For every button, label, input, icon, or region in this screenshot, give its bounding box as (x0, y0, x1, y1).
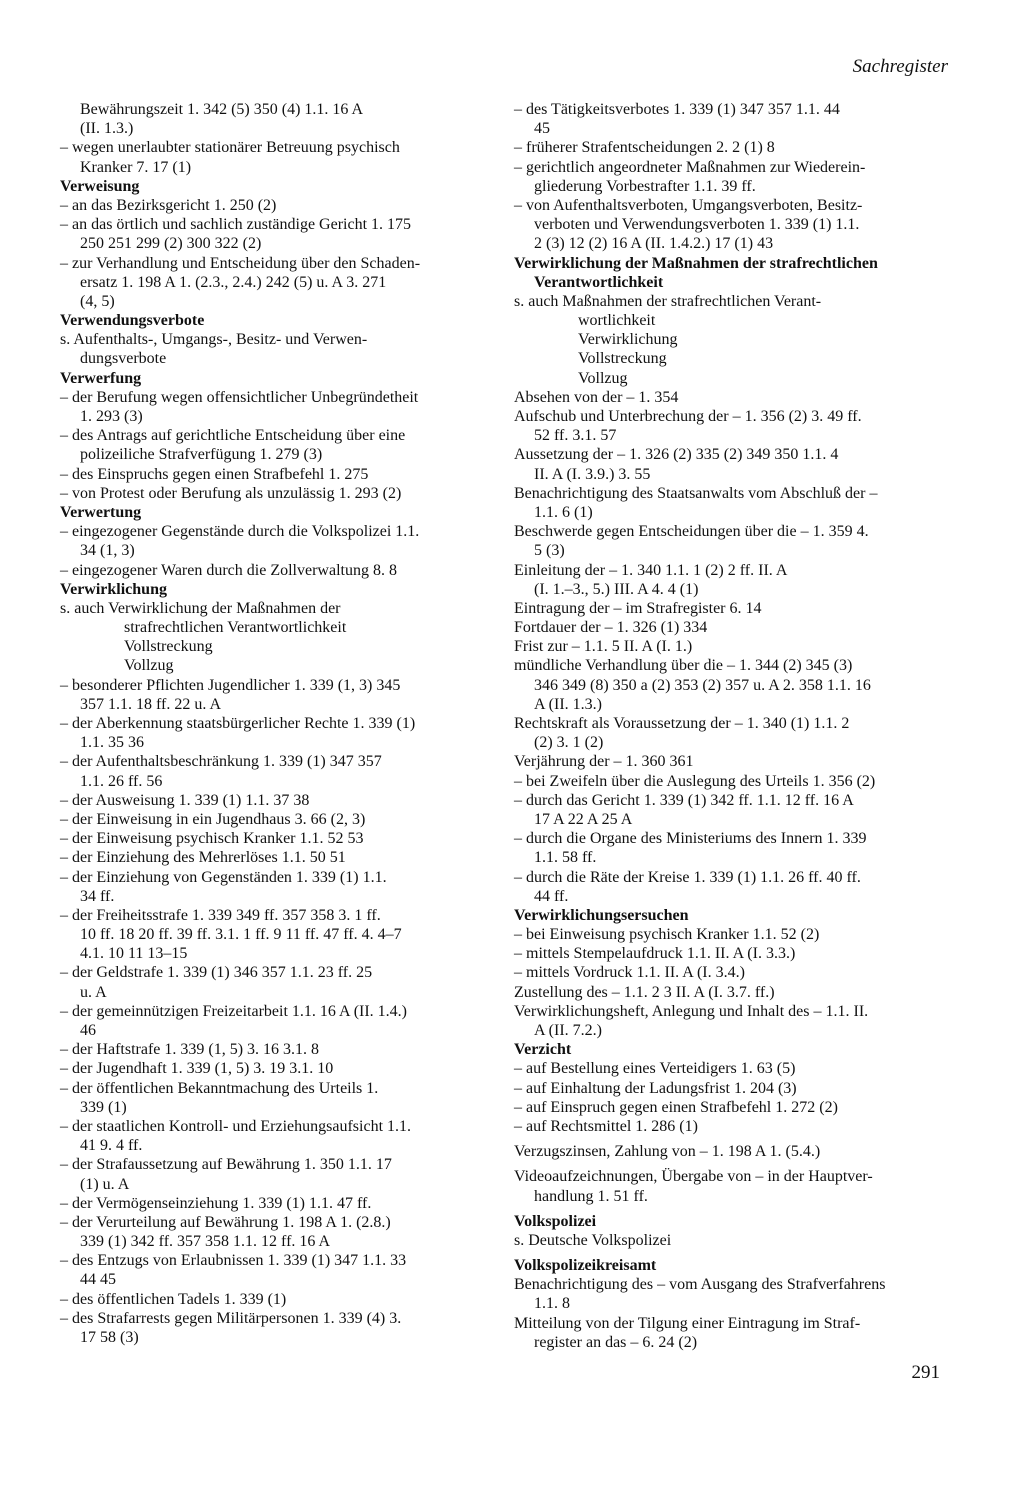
index-heading: Volkspolizei (514, 1212, 597, 1230)
index-line: – mittels Stempelaufdruck 1.1. II. A (I. 3.3.) (514, 945, 796, 963)
index-line: polizeiliche Strafverfügung 1. 279 (3) (80, 446, 323, 464)
index-line: Benachrichtigung des Staatsanwalts vom Abschluß der – (514, 484, 878, 502)
index-line: – des Entzugs von Erlaubnissen 1. 339 (1) 347 1.1. 33 (60, 1252, 407, 1270)
index-line: – der Verurteilung auf Bewährung 1. 198 A 1. (2.8.) (60, 1213, 391, 1231)
index-line: – auf Einspruch gegen einen Strafbefehl 1. 272 (2) (514, 1098, 838, 1116)
index-line: Verjährung der – 1. 360 361 (514, 753, 694, 771)
index-line: – auf Rechtsmittel 1. 286 (1) (514, 1117, 698, 1135)
index-line: A (II. 1.3.) (534, 695, 602, 713)
index-line: 46 (80, 1022, 96, 1039)
index-line: – bei Einweisung psychisch Kranker 1.1. 52 (2) (514, 926, 820, 944)
index-line: – des Antrags auf gerichtliche Entscheidung über eine (60, 427, 406, 445)
index-line: 17 A 22 A 25 A (534, 810, 633, 828)
index-line: – der Haftstrafe 1. 339 (1, 5) 3. 16 3.1. 8 (60, 1041, 320, 1059)
index-line: Videoaufzeichnungen, Übergabe von – in der Hauptver- (514, 1168, 873, 1186)
index-line: 1.1. 8 (534, 1295, 570, 1313)
index-line: – des Einspruchs gegen einen Strafbefehl 1. 275 (60, 465, 369, 483)
index-line: 2 (3) 12 (2) 16 A (II. 1.4.2.) 17 (1) 43 (534, 235, 774, 253)
index-heading: Verwerfung (60, 369, 142, 387)
index-line: 41 9. 4 ff. (80, 1137, 143, 1155)
index-line: gliederung Vorbestrafter 1.1. 39 ff. (534, 177, 756, 195)
index-line: 44 ff. (534, 887, 569, 905)
index-line: – auf Einhaltung der Ladungsfrist 1. 204 (3) (514, 1079, 797, 1097)
index-line: Aussetzung der – 1. 326 (2) 335 (2) 349 350 1.1. 4 (514, 446, 839, 464)
index-line: Vollstreckung (124, 638, 213, 656)
running-head: Sachregister (852, 56, 948, 77)
index-line: – des Tätigkeitsverbotes 1. 339 (1) 347 357 1.1. 44 (514, 101, 840, 118)
index-line: Frist zur – 1.1. 5 II. A (I. 1.) (514, 638, 693, 656)
index-line: Einleitung der – 1. 340 1.1. 1 (2) 2 ff. II. A (514, 561, 788, 579)
index-line: – eingezogener Gegenstände durch die Volkspolizei 1.1. (60, 523, 420, 541)
index-line: 1.1. 58 ff. (534, 849, 597, 867)
index-line: (I. 1.–3., 5.) III. A 4. 4 (1) (534, 580, 699, 598)
page-number: 291 (911, 1362, 940, 1383)
index-line: Verwirklichung (578, 331, 678, 349)
index-line: – durch das Gericht 1. 339 (1) 342 ff. 1.1. 12 ff. 16 A (514, 791, 854, 809)
index-line: – der gemeinnützigen Freizeitarbeit 1.1. 16 A (II. 1.4.) (60, 1002, 408, 1020)
index-line: Kranker 7. 17 (1) (80, 158, 192, 176)
index-line: – der Geldstrafe 1. 339 (1) 346 357 1.1. 23 ff. 25 (60, 964, 373, 982)
index-heading: Volkspolizeikreisamt (514, 1257, 657, 1275)
index-line: – bei Zweifeln über die Auslegung des Urteils 1. 356 (2) (514, 772, 876, 790)
index-line: – der Jugendhaft 1. 339 (1, 5) 3. 19 3.1. 10 (60, 1060, 334, 1078)
index-line: – wegen unerlaubter stationärer Betreuung psychisch (60, 139, 400, 157)
index-line: – von Aufenthaltsverboten, Umgangsverboten, Besitz- (514, 196, 863, 214)
index-line: – der Einziehung von Gegenständen 1. 339 (1) 1.1. (60, 868, 387, 886)
index-line: Rechtskraft als Voraussetzung der – 1. 340 (1) 1.1. 2 (514, 715, 850, 732)
index-line: Mitteilung von der Tilgung einer Eintragung im Straf- (514, 1314, 861, 1332)
index-line: 34 ff. (80, 887, 115, 905)
index-line: Vollzug (124, 657, 174, 675)
index-line: 1.1. 26 ff. 56 (80, 772, 163, 790)
index-heading: Verwendungsverbote (60, 312, 205, 330)
index-line: 357 1.1. 18 ff. 22 u. A (80, 695, 222, 713)
index-line: – von Protest oder Berufung als unzulässig 1. 293 (2) (60, 484, 402, 502)
index-line: 1.1. 35 36 (80, 734, 144, 752)
index-line: – durch die Räte der Kreise 1. 339 (1) 1.1. 26 ff. 40 ff. (514, 868, 861, 886)
index-heading: Verwirklichung (60, 580, 167, 598)
index-line: 44 45 (80, 1271, 116, 1289)
index-line: s. auch Maßnahmen der strafrechtlichen Verant- (514, 292, 822, 310)
index-line: 346 349 (8) 350 a (2) 353 (2) 357 u. A 2. 358 1.1. 16 (534, 676, 871, 694)
index-line: dungsverbote (80, 350, 167, 368)
index-line: – der Berufung wegen offensichtlicher Unbegründetheit (60, 388, 419, 406)
index-line: – des öffentlichen Tadels 1. 339 (1) (60, 1290, 287, 1308)
index-line: Aufschub und Unterbrechung der – 1. 356 (2) 3. 49 ff. (514, 408, 862, 425)
index-line: register an das – 6. 24 (2) (534, 1333, 698, 1351)
index-heading: Verzicht (514, 1041, 572, 1059)
index-line: – früherer Strafentscheidungen 2. 2 (1) 8 (514, 139, 775, 157)
index-line: 45 (534, 120, 550, 138)
index-line: 5 (3) (534, 542, 565, 560)
index-line: Absehen von der – 1. 354 (514, 388, 679, 406)
index-heading: Verwirklichung der Maßnahmen der strafrechtlichen (514, 254, 878, 272)
index-line: – durch die Organe des Ministeriums des Innern 1. 339 (514, 830, 867, 848)
index-line: – des Strafarrests gegen Militärpersonen 1. 339 (4) 3. (60, 1309, 402, 1327)
index-heading: Verantwortlichkeit (534, 273, 664, 291)
index-line: – der Einziehung des Mehrerlöses 1.1. 50 51 (60, 849, 346, 867)
index-line: – der Freiheitsstrafe 1. 339 349 ff. 357 358 3. 1 ff. (60, 906, 381, 924)
index-line: strafrechtlichen Verantwortlichkeit (124, 619, 347, 637)
index-line: (II. 1.3.) (80, 120, 134, 138)
index-line: – der Vermögenseinziehung 1. 339 (1) 1.1. 47 ff. (60, 1194, 372, 1212)
index-heading: Verweisung (60, 177, 140, 195)
index-line: Fortdauer der – 1. 326 (1) 334 (514, 619, 708, 637)
index-line: s. Deutsche Volkspolizei (514, 1231, 672, 1249)
index-line: wortlichkeit (578, 312, 656, 330)
index-line: 250 251 299 (2) 300 322 (2) (80, 235, 262, 253)
index-line: – an das Bezirksgericht 1. 250 (2) (60, 196, 277, 214)
index-line: – der Ausweisung 1. 339 (1) 1.1. 37 38 (60, 791, 310, 809)
index-column-right (514, 100, 959, 1352)
index-line: verboten und Verwendungsverboten 1. 339 (1) 1.1. (534, 216, 860, 234)
index-line: – mittels Vordruck 1.1. II. A (I. 3.4.) (514, 964, 745, 982)
index-line: – der Aberkennung staatsbürgerlicher Rechte 1. 339 (1) (60, 715, 416, 732)
index-line: Zustellung des – 1.1. 2 3 II. A (I. 3.7. ff.) (514, 983, 775, 1001)
index-line: mündliche Verhandlung über die – 1. 344 (2) 345 (3) (514, 657, 853, 675)
index-line: – an das örtlich und sachlich zuständige Gericht 1. 175 (60, 216, 412, 234)
index-line: – der Einweisung in ein Jugendhaus 3. 66 (2, 3) (60, 810, 366, 828)
index-line: – der Aufenthaltsbeschränkung 1. 339 (1) 347 357 (60, 753, 382, 771)
index-column-left (60, 100, 500, 1347)
index-line: – zur Verhandlung und Entscheidung über den Schaden- (60, 254, 421, 272)
index-line: s. Aufenthalts-, Umgangs-, Besitz- und Verwen- (60, 331, 368, 349)
index-line: – eingezogener Waren durch die Zollverwaltung 8. 8 (60, 561, 397, 579)
index-line: A (II. 7.2.) (534, 1022, 602, 1039)
index-line: 4.1. 10 11 13–15 (80, 945, 188, 963)
index-line: (4, 5) (80, 292, 115, 310)
index-line: handlung 1. 51 ff. (534, 1187, 648, 1205)
index-line: II. A (I. 3.9.) 3. 55 (534, 465, 651, 483)
index-line: 17 58 (3) (80, 1329, 139, 1346)
index-line: – der Strafaussetzung auf Bewährung 1. 350 1.1. 17 (60, 1156, 392, 1174)
index-line: (1) u. A (80, 1175, 130, 1193)
index-line: Eintragung der – im Strafregister 6. 14 (514, 599, 762, 617)
index-line: – der staatlichen Kontroll- und Erziehungsaufsicht 1.1. (60, 1117, 412, 1135)
index-line: 10 ff. 18 20 ff. 39 ff. 3.1. 1 ff. 9 11 ff. 47 ff. 4. 4–7 (80, 926, 402, 944)
index-line: – auf Bestellung eines Verteidigers 1. 63 (5) (514, 1060, 796, 1078)
index-line: – der Einweisung psychisch Kranker 1.1. 52 53 (60, 830, 364, 848)
index-line: 34 (1, 3) (80, 542, 135, 560)
index-line: 1.1. 6 (1) (534, 503, 593, 521)
index-line: Benachrichtigung des – vom Ausgang des Strafverfahrens (514, 1276, 886, 1294)
index-line: 339 (1) (80, 1098, 127, 1116)
index-line: 1. 293 (3) (80, 408, 143, 425)
index-line: (2) 3. 1 (2) (534, 734, 604, 752)
index-line: Vollzug (578, 369, 628, 387)
index-line: – der öffentlichen Bekanntmachung des Urteils 1. (60, 1079, 379, 1097)
index-heading: Verwirklichungsersuchen (514, 906, 689, 924)
index-line: s. auch Verwirklichung der Maßnahmen der (60, 599, 341, 617)
index-line: Beschwerde gegen Entscheidungen über die – 1. 359 4. (514, 523, 869, 541)
index-line: Vollstreckung (578, 350, 667, 368)
index-line: ersatz 1. 198 A 1. (2.3., 2.4.) 242 (5) u. A 3. 271 (80, 273, 387, 291)
index-heading: Verwertung (60, 503, 142, 521)
index-line: 52 ff. 3.1. 57 (534, 427, 617, 445)
index-line: – gerichtlich angeordneter Maßnahmen zur Wiederein- (514, 158, 866, 176)
index-line: Bewährungszeit 1. 342 (5) 350 (4) 1.1. 16 A (80, 101, 364, 118)
index-line: Verzugszinsen, Zahlung von – 1. 198 A 1. (5.4.) (514, 1143, 821, 1161)
index-line: u. A (80, 983, 107, 1001)
index-line: – besonderer Pflichten Jugendlicher 1. 339 (1, 3) 345 (60, 676, 401, 694)
index-line: 339 (1) 342 ff. 357 358 1.1. 12 ff. 16 A (80, 1233, 331, 1251)
index-line: Verwirklichungsheft, Anlegung und Inhalt des – 1.1. II. (514, 1002, 869, 1020)
